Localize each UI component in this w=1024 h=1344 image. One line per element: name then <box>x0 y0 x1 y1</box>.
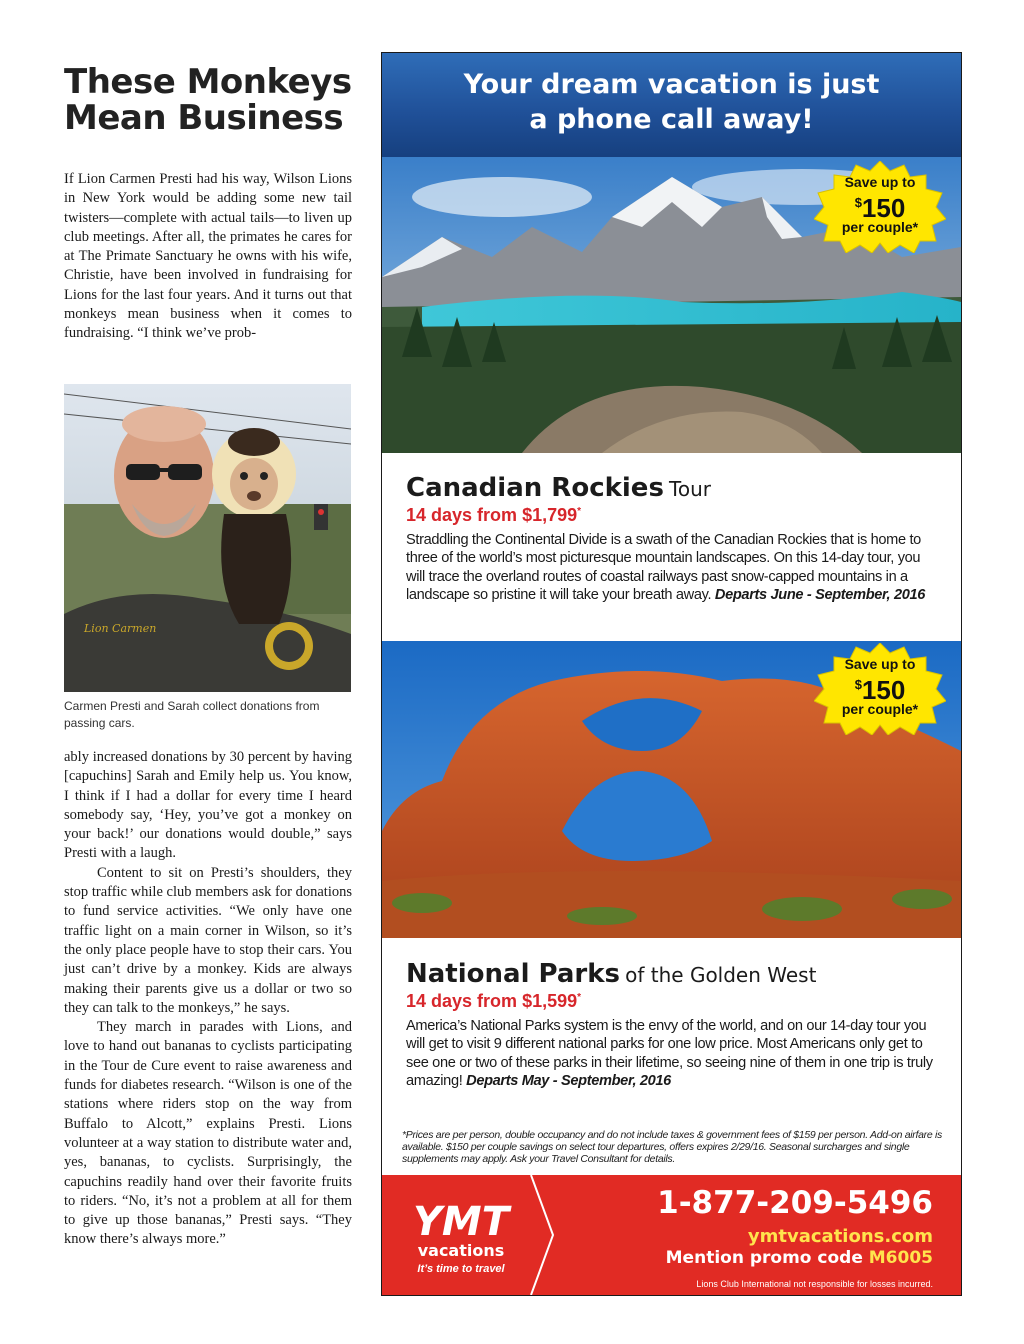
article-continuation <box>64 748 352 1250</box>
shirt-lettering: Lion Carmen <box>84 622 157 635</box>
badge-save-label: Save up to <box>844 174 916 190</box>
legal-notice: Lions Club International not responsible for losses incurred. <box>696 1279 933 1289</box>
national-parks-photo <box>382 641 961 938</box>
ad-footer <box>382 1175 961 1295</box>
ad-header-banner <box>382 53 961 157</box>
logo-tagline: It’s time to travel <box>417 1263 505 1275</box>
tour-price: 14 days from $1,799* <box>406 505 582 525</box>
article-paragraph-2: ably increased donations by 30 percent by having [capuchins] Sarah and Emily help us. You know, I think if I had a dollar for every time I heard somebody say, ‘Hey, you’ve got a monkey on your back!’ our donations would double,” says Presti with a laugh. <box>64 749 352 862</box>
website-link[interactable]: ymtvacations.com <box>747 1226 933 1247</box>
badge-amount: $150 <box>854 193 906 223</box>
canadian-rockies-photo <box>382 157 961 453</box>
ad-headline <box>382 67 961 137</box>
article-photo <box>64 384 351 692</box>
ymt-logo-mark <box>406 1197 516 1241</box>
badge-amount: $150 <box>854 675 906 705</box>
tour-price: 14 days from $1,599* <box>406 991 582 1011</box>
article-paragraph-3: Content to sit on Presti’s shoulders, they stop traffic while club members ask for donations to fund service activities. “We only have one traffic light on a main corner in Wilson, so it’s the only place people have to stop their cars. You just can’t drive by a monkey. Kids are always making their parents give us a dollar or two so they can talk to the monkeys,” he says. <box>64 864 352 1016</box>
tour-description: Straddling the Continental Divide is a swath of the Canadian Rockies that is home to three of the world’s most picturesque mountain landscapes. On this 14-day tour, you will trace the overland routes of coastal railways past snow-capped mountains in a landscape so pristine it will take your breath away. Departs June - September, 2016 <box>406 532 926 604</box>
price-disclaimer: *Prices are per person, double occupancy and do not include taxes & government fees of $159 per person. Add-on airfare is available. $150 per couple savings on select tour departures, offers expires 2/29/16. Seasonal surcharges and single supplements may apply. Ask your Travel Consultant for details. <box>402 1129 942 1165</box>
svg-text:YMT: YMT <box>412 1199 510 1241</box>
article-paragraph-1: If Lion Carmen Presti had his way, Wilson Lions in New York would be adding some new tail twisters—complete with actual tails—to liven up club meetings. After all, the primates he cares for at The Primate Sanctuary he owns with his wife, Christie, have been involved in fundraising for Lions for the last four years. And it turns out that monkeys mean business when it comes to fundraising. “I think we’ve prob- <box>64 171 352 342</box>
presti-monkey-photo <box>64 384 351 692</box>
ymt-logo <box>406 1197 516 1275</box>
article-paragraph-4: They march in parades with Lions, and love to hand out bananas to cyclists participating in the Tour de Cure event to raise awareness and funds for diabetes research. “Wilson is one of the stations where riders stop on the way from Buffalo to Alcott,” explains Presti. Lions volunteer at a way station to distribute water and, yes, bananas, to cyclists. Surprisingly, the capuchins readily hand over their favorite fruits to riders. “No, it’s not a problem at all for them to give up those bananas,” Presti says. “They know there’s always more.” <box>64 1019 352 1248</box>
badge-per-couple: per couple* <box>841 219 919 235</box>
tour-title: National Parks of the Golden West <box>406 959 817 989</box>
logo-wordmark: vacations <box>417 1241 505 1260</box>
promo-code: M6005 <box>868 1248 933 1268</box>
tour-description: America’s National Parks system is the envy of the world, and on our 14-day tour you will get to visit 9 different national parks for one low price. Most Americans only get to see one or two of these parks in their lifetime, so seeing nine of them in one trip is truly amazing! Departs May - September, 2016 <box>406 1018 933 1090</box>
badge-per-couple: per couple* <box>841 701 919 717</box>
tour-canadian-rockies <box>406 473 941 605</box>
chevron-right-icon <box>527 1175 557 1295</box>
ad-headline-line-1: Your dream vacation is just <box>463 69 880 100</box>
article-column <box>64 62 352 1248</box>
tour-title: Canadian Rockies Tour <box>406 473 711 503</box>
travel-advertisement <box>381 52 962 1296</box>
savings-badge-2 <box>814 643 946 735</box>
savings-badge-1 <box>814 161 946 253</box>
photo-caption: Carmen Presti and Sarah collect donations from passing cars. <box>64 699 320 730</box>
phone-number[interactable]: 1-877-209-5496 <box>657 1185 933 1221</box>
promo-code-line: Mention promo code M6005 <box>665 1248 933 1268</box>
tour-departs: Departs May - September, 2016 <box>466 1073 671 1090</box>
tour-departs: Departs June - September, 2016 <box>714 587 926 604</box>
ad-headline-line-2: a phone call away! <box>529 104 814 135</box>
article-title: These Monkeys Mean Business <box>64 62 352 138</box>
badge-save-label: Save up to <box>844 656 916 672</box>
tour-national-parks <box>406 959 941 1091</box>
